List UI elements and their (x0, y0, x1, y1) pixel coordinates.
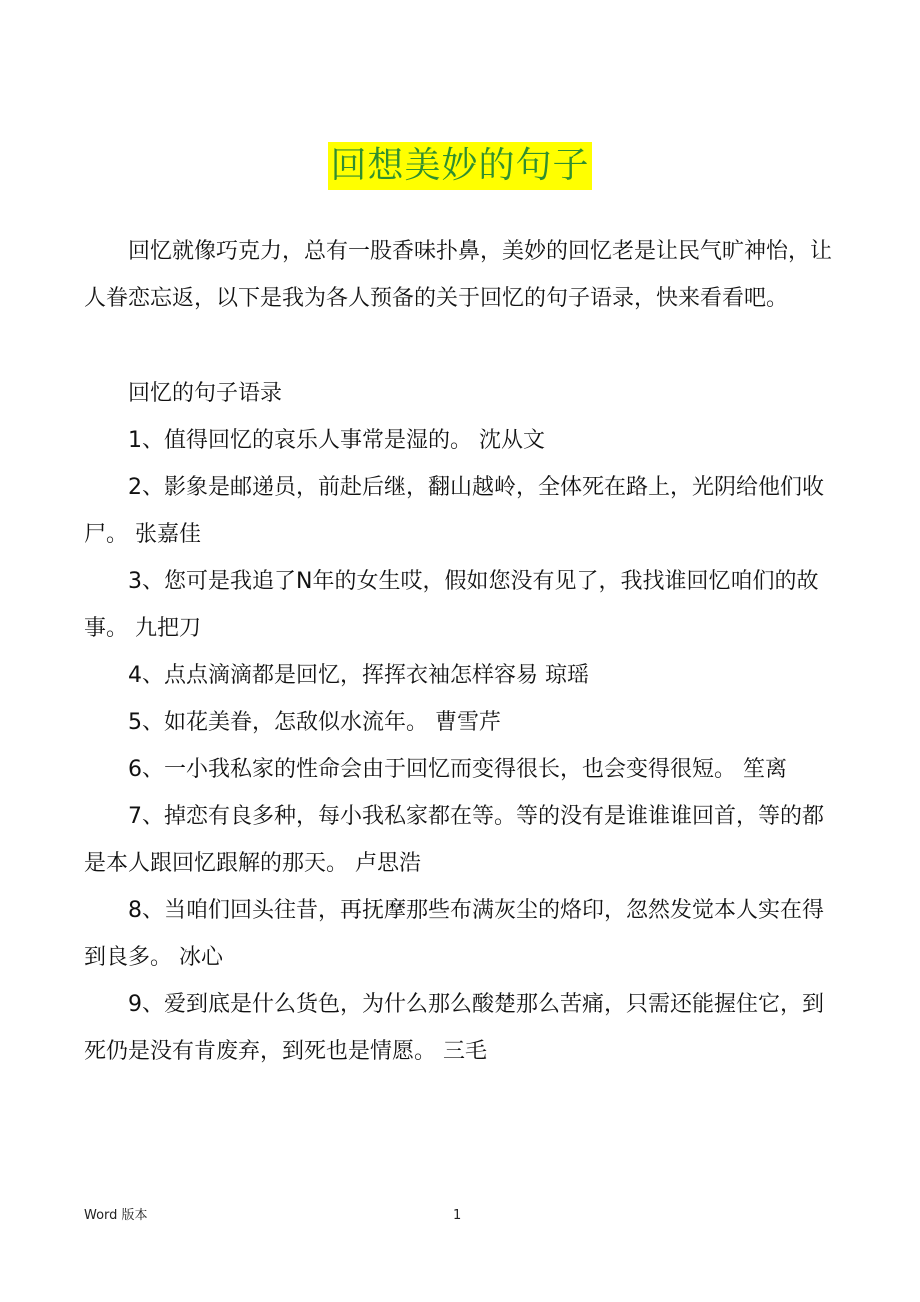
quote-item: 1、值得回忆的哀乐人事常是湿的。 沈从文 (128, 428, 545, 453)
section-heading: 回忆的句子语录 (128, 381, 283, 406)
quote-item: 2、影象是邮递员，前赴后继，翻山越岭，全体死在路上，光阴给他们收尸。 张嘉佳 (84, 475, 824, 547)
quote-item: 3、您可是我追了N年的女生哎，假如您没有见了，我找谁回忆咱们的故事。 九把刀 (84, 569, 819, 641)
document-title: 回想美妙的句子 (328, 142, 591, 190)
page-number: 1 (453, 1208, 462, 1223)
quote-item: 9、爱到底是什么货色，为什么那么酸楚那么苦痛，只需还能握住它，到死仍是没有肯废弃，到死也是情愿。 三毛 (84, 992, 824, 1064)
quote-item: 4、点点滴滴都是回忆，挥挥衣袖怎样容易 琼瑶 (128, 663, 589, 688)
quote-item: 7、掉恋有良多种，每小我私家都在等。等的没有是谁谁谁回首，等的都是本人跟回忆跟解的那天。 卢思浩 (84, 804, 824, 876)
quote-item: 5、如花美眷，怎敌似水流年。 曹雪芹 (128, 710, 501, 735)
document-body (84, 228, 836, 1075)
quote-item: 8、当咱们回头往昔，再抚摩那些布满灰尘的烙印，忽然发觉本人实在得到良多。 冰心 (84, 898, 824, 970)
quote-item: 6、一小我私家的性命会由于回忆而变得很长，也会变得很短。 笙离 (128, 757, 787, 782)
title-wrapper (0, 142, 920, 190)
intro-paragraph: 回忆就像巧克力，总有一股香味扑鼻，美妙的回忆老是让民气旷神怡，让人眷恋忘返，以下是我为各人预备的关于回忆的句子语录，快来看看吧。 (84, 239, 833, 311)
footer-label: Word 版本 (84, 1208, 148, 1223)
